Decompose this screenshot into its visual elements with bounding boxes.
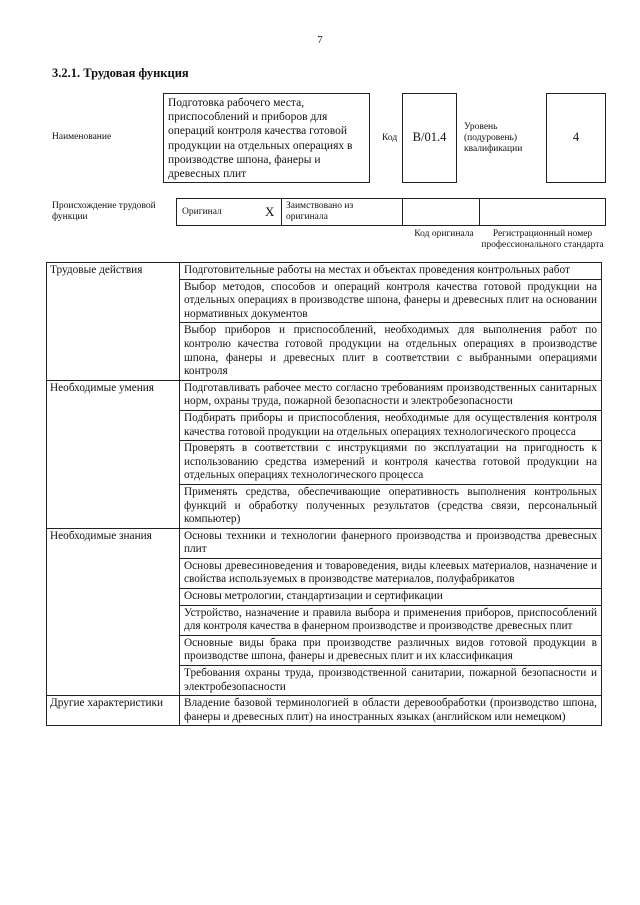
table-cell: Применять средства, обеспечивающие оперативность выполнения контрольных функций и обработку полученных результатов (средства связи, персональный компьютер) — [180, 484, 602, 528]
table-cell: Основы метрологии, стандартизации и сертификации — [180, 589, 602, 606]
table-row — [47, 263, 602, 280]
level-value: 4 — [546, 93, 606, 183]
table-cell: Проверять в соответствии с инструкциями по эксплуатации на пригодность к использованию средства измерений и контроля качества готовой продукции на отдельных операциях технологического процесса — [180, 441, 602, 485]
function-table — [46, 262, 602, 726]
section-title: 3.2.1. Трудовая функция — [52, 66, 189, 80]
table-row — [47, 528, 602, 558]
table-cell: Основные виды брака при производстве различных видов готовой продукции в производстве шпона, фанеры и древесных плит и их классификация — [180, 635, 602, 665]
origin-borrowed-cell — [281, 198, 403, 226]
category-cell: Трудовые действия — [47, 263, 180, 381]
code-value: В/01.4 — [402, 93, 457, 183]
table-cell: Подбирать приборы и приспособления, необходимые для осуществления контроля качества готовой продукции на отдельных операциях технологического процесса — [180, 410, 602, 440]
table-cell: Выбор методов, способов и операций контроля качества готовой продукции на отдельных операциях в производстве шпона, фанеры и древесных плит на основании нормативных документов — [180, 279, 602, 323]
table-row — [47, 696, 602, 726]
borrowed-label: Заимствовано из оригинала — [286, 201, 354, 222]
level-label: Уровень (подуровень) квалификации — [464, 122, 523, 154]
origin-row — [176, 198, 606, 226]
original-mark: X — [265, 204, 275, 219]
table-cell: Подготовительные работы на местах и объектах проведения контрольных работ — [180, 263, 602, 280]
function-name-box: Подготовка рабочего места, приспособлений и приборов для операций контроля качества готовой продукции на отдельных операциях в производстве шпона, фанеры и древесных плит — [163, 93, 370, 183]
table-row — [47, 380, 602, 410]
category-cell: Необходимые знания — [47, 528, 180, 696]
table-cell: Устройство, назначение и правила выбора и применения приборов, приспособлений для контроля качества в фанерном производстве и производстве древесных плит — [180, 605, 602, 635]
table-cell: Основы древесиноведения и товароведения, виды клеевых материалов, назначение и свойства используемых в производстве материалов, полуфабрикатов — [180, 558, 602, 588]
table-cell: Выбор приборов и приспособлений, необходимых для выполнения работ по контролю качества готовой продукции на отдельных операциях в производстве шпона, фанеры и древесных плит в соответствии с выбранными операциями контроля — [180, 323, 602, 380]
origin-original-cell — [176, 198, 282, 226]
table-cell: Требования охраны труда, производственной санитарии, пожарной безопасности и электробезопасности — [180, 666, 602, 696]
code-label: Код — [382, 133, 398, 143]
origin-reg-cell — [479, 198, 606, 226]
category-cell: Другие характеристики — [47, 696, 180, 726]
page-number: 7 — [317, 34, 323, 46]
original-label: Оригинал — [182, 207, 222, 217]
table-cell: Основы техники и технологии фанерного производства и производства древесных плит — [180, 528, 602, 558]
code-original-label: Код оригинала — [414, 229, 474, 239]
origin-code-cell — [402, 198, 480, 226]
name-label: Наименование — [52, 132, 112, 142]
table-cell: Подготавливать рабочее место согласно требованиям производственных санитарных норм, охраны труда, пожарной безопасности и электробезопасности — [180, 380, 602, 410]
origin-label: Происхождение трудовой функции — [52, 201, 156, 222]
table-cell: Владение базовой терминологией в области деревообработки (производство шпона, фанеры и древесных плит) на иностранных языках (английском или немецком) — [180, 696, 602, 726]
reg-number-label: Регистрационный номер профессионального стандарта — [481, 229, 604, 250]
category-cell: Необходимые умения — [47, 380, 180, 528]
